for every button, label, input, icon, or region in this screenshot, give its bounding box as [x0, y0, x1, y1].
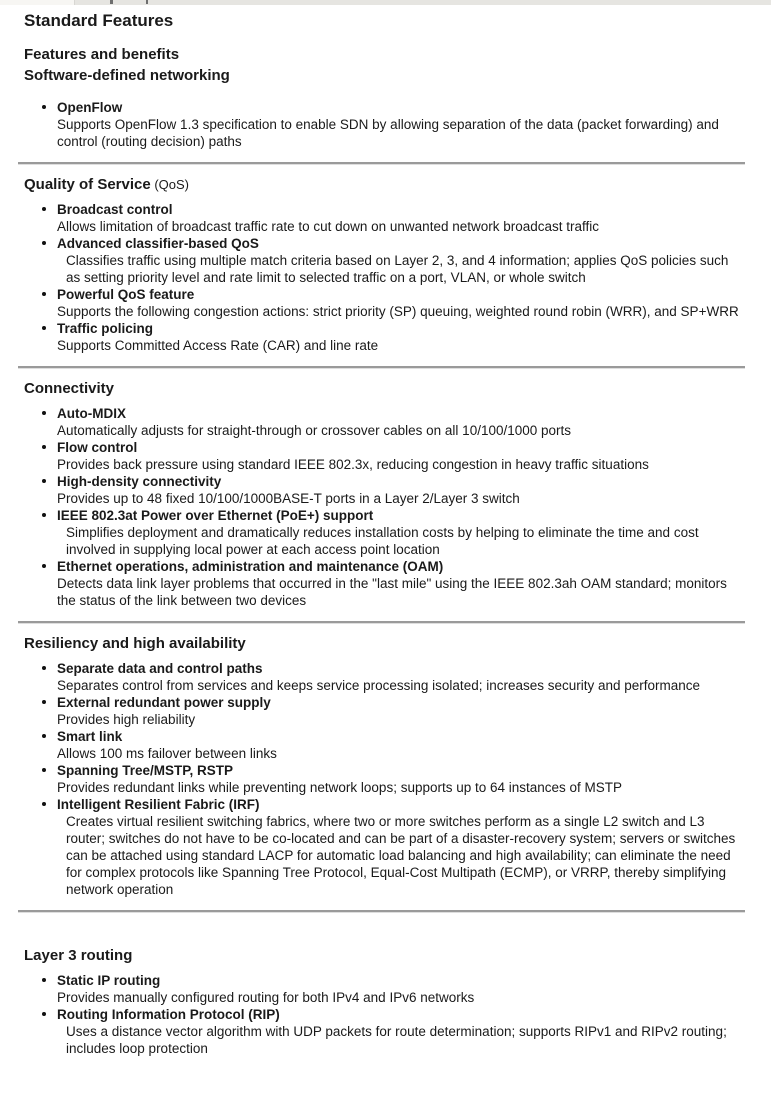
- bullet-icon: [42, 700, 46, 704]
- feature-item: [57, 473, 745, 507]
- bullet-icon: [42, 207, 46, 211]
- feature-description: Provides up to 48 fixed 10/100/1000BASE-T ports in a Layer 2/Layer 3 switch: [57, 491, 520, 506]
- cropped-chrome-mark: [110, 0, 113, 4]
- feature-list: [24, 99, 745, 150]
- bullet-icon: [42, 564, 46, 568]
- feature-term: Spanning Tree/MSTP, RSTP: [57, 763, 234, 778]
- bullet-icon: [42, 326, 46, 330]
- feature-term: Advanced classifier-based QoS: [57, 236, 259, 251]
- bullet-icon: [42, 666, 46, 670]
- feature-term: Ethernet operations, administration and maintenance (OAM): [57, 559, 444, 574]
- bullet-icon: [42, 292, 46, 296]
- bullet-icon: [42, 479, 46, 483]
- feature-item: [57, 99, 745, 150]
- section-heading: [24, 947, 745, 965]
- bullet-icon: [42, 1012, 46, 1016]
- section-heading: [24, 635, 745, 653]
- feature-description: Allows limitation of broadcast traffic rate to cut down on unwanted network broadcast traffic: [57, 219, 600, 234]
- feature-term: Broadcast control: [57, 202, 173, 217]
- feature-description: Supports Committed Access Rate (CAR) and line rate: [57, 338, 379, 353]
- feature-description: Provides redundant links while preventing network loops; supports up to 64 instances of MSTP: [57, 780, 623, 795]
- feature-description: Provides manually configured routing for both IPv4 and IPv6 networks: [57, 990, 475, 1005]
- section-heading-text: Software-defined networking: [24, 67, 230, 84]
- page-title: Standard Features: [24, 11, 174, 30]
- section-heading: [24, 176, 745, 194]
- feature-description: Automatically adjusts for straight-through or crossover cables on all 10/100/1000 ports: [57, 423, 572, 438]
- feature-item: [57, 728, 745, 762]
- feature-section: [24, 369, 745, 609]
- feature-term: Smart link: [57, 729, 123, 744]
- section-heading-text: Layer 3 routing: [24, 947, 133, 964]
- feature-term: Powerful QoS feature: [57, 287, 195, 302]
- feature-sections: [24, 63, 745, 1057]
- feature-description: Detects data link layer problems that occurred in the "last mile" using the IEEE 802.3ah OAM standard; monitors the status of the link between two devices: [57, 576, 727, 608]
- bullet-icon: [42, 105, 46, 109]
- feature-item: [57, 660, 745, 694]
- feature-section: [24, 913, 745, 1057]
- feature-term: External redundant power supply: [57, 695, 271, 710]
- feature-description: Classifies traffic using multiple match criteria based on Layer 2, 3, and 4 information; applies QoS policies such as setting priority level and rate limit to selected traffic on a port, VLAN, or whole switch: [66, 253, 729, 285]
- feature-term: Static IP routing: [57, 973, 161, 988]
- feature-term: High-density connectivity: [57, 474, 222, 489]
- bullet-icon: [42, 445, 46, 449]
- bullet-icon: [42, 802, 46, 806]
- feature-description: Uses a distance vector algorithm with UDP packets for route determination; supports RIPv1 and RIPv2 routing; includes loop protection: [66, 1024, 727, 1056]
- feature-term: OpenFlow: [57, 100, 123, 115]
- section-heading: [24, 380, 745, 398]
- feature-list: [24, 405, 745, 609]
- feature-description: Allows 100 ms failover between links: [57, 746, 277, 761]
- feature-description: Supports the following congestion actions: strict priority (SP) queuing, weighted round robin (WRR), and SP+WRR: [57, 304, 739, 319]
- feature-section: [24, 63, 745, 150]
- feature-item: [57, 1006, 745, 1057]
- feature-description: Simplifies deployment and dramatically reduces installation costs by helping to eliminate the time and cost involved in supplying local power at each access point location: [66, 525, 699, 557]
- feature-item: [57, 558, 745, 609]
- cropped-tab-edge: [0, 0, 75, 5]
- feature-description: Provides high reliability: [57, 712, 196, 727]
- feature-item: [57, 320, 745, 354]
- feature-term: Traffic policing: [57, 321, 154, 336]
- feature-term: Intelligent Resilient Fabric (IRF): [57, 797, 260, 812]
- feature-term: IEEE 802.3at Power over Ethernet (PoE+) support: [57, 508, 374, 523]
- features-and-benefits-heading: Features and benefits: [24, 46, 180, 63]
- feature-item: [57, 439, 745, 473]
- cropped-chrome-mark: [146, 0, 148, 4]
- bullet-icon: [42, 734, 46, 738]
- bullet-icon: [42, 411, 46, 415]
- bullet-icon: [42, 768, 46, 772]
- feature-list: [24, 201, 745, 354]
- cropped-browser-chrome: [0, 0, 771, 5]
- feature-item: [57, 201, 745, 235]
- feature-item: [57, 286, 745, 320]
- feature-section: [24, 624, 745, 898]
- feature-description: Separates control from services and keeps service processing isolated; increases security and performance: [57, 678, 701, 693]
- feature-item: [57, 762, 745, 796]
- feature-description: Supports OpenFlow 1.3 specification to enable SDN by allowing separation of the data (packet forwarding) and control (routing decision) paths: [57, 117, 719, 149]
- bullet-icon: [42, 241, 46, 245]
- feature-item: [57, 972, 745, 1006]
- feature-term: Routing Information Protocol (RIP): [57, 1007, 280, 1022]
- feature-term: Separate data and control paths: [57, 661, 263, 676]
- feature-description: Provides back pressure using standard IEEE 802.3x, reducing congestion in heavy traffic situations: [57, 457, 649, 472]
- feature-description: Creates virtual resilient switching fabrics, where two or more switches perform as a single L2 switch and L3 router; switches do not have to be co-located and can be part of a disaster-recovery system; servers or switches can be attached using standard LACP for automatic load balancing and high availability; can eliminate the need for complex protocols like Spanning Tree Protocol, Equal-Cost Multipath (ECMP), or VRRP, thereby simplifying network operation: [66, 814, 736, 897]
- feature-term: Flow control: [57, 440, 138, 455]
- feature-item: [57, 235, 745, 286]
- feature-item: [57, 405, 745, 439]
- section-heading-text: Resiliency and high availability: [24, 635, 246, 652]
- feature-list: [24, 660, 745, 898]
- bullet-icon: [42, 978, 46, 982]
- section-heading: [24, 67, 745, 85]
- feature-item: [57, 507, 745, 558]
- feature-list: [24, 972, 745, 1057]
- section-heading-text: Quality of Service: [24, 176, 151, 193]
- feature-section: [24, 165, 745, 354]
- document-content: [0, 11, 771, 1057]
- feature-term: Auto-MDIX: [57, 406, 126, 421]
- section-heading-text: Connectivity: [24, 380, 115, 397]
- bullet-icon: [42, 513, 46, 517]
- section-heading-suffix: (QoS): [150, 177, 190, 192]
- feature-item: [57, 796, 745, 898]
- feature-item: [57, 694, 745, 728]
